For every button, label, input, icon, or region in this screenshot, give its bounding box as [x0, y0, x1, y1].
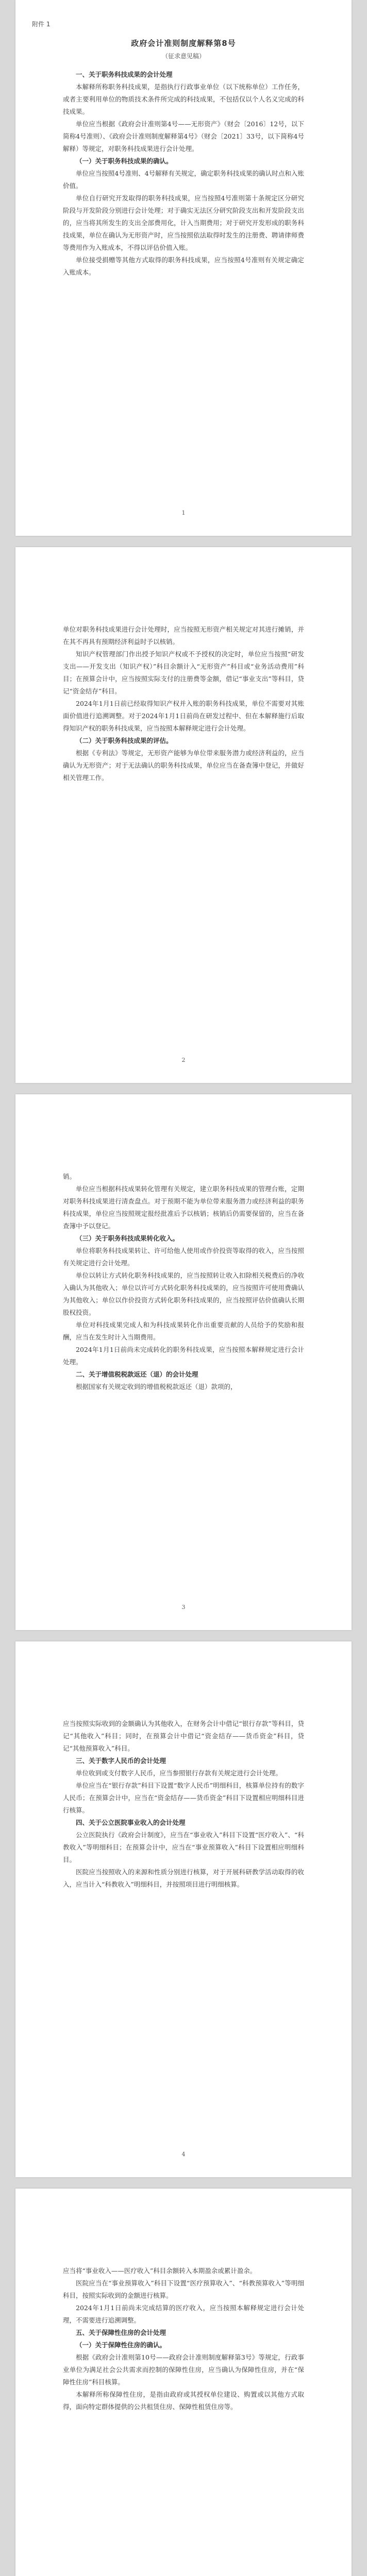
page-2-content — [63, 623, 304, 784]
page-number: 1 — [181, 510, 186, 516]
body-paragraph: 单位应当按照4号准则、4号解释有关规定，确定职务科技成果的确认时点和入账价值。 — [63, 170, 304, 190]
section-heading: 一、关于职务科技成果的会计处理 — [76, 71, 173, 78]
body-paragraph: 本解释所称保障性住房，是指由政府或其授权单位建设、购置或以其他方式取得，面向特定群体提供的公共租赁住房、保障性租赁住房等。 — [63, 2391, 304, 2411]
body-paragraph: 单位对职务科技成果进行会计处理时，应当按照无形资产相关规定对其进行摊销，并在其不再具有预期经济利益时予以核销。 — [63, 625, 304, 646]
body-paragraph: 单位对科技成果完成人和为科技成果转化作出重要贡献的人员给予的奖励和报酬，应当在发生时计入当期费用。 — [63, 1321, 304, 1341]
section-heading: 二、关于增值税税款返还（退）的会计处理 — [76, 1370, 198, 1378]
body-paragraph: 单位自行研究开发取得的职务科技成果，应当按照4号准则第十条规定区分研究阶段与开发阶段分别进行会计处理；对于确实无法区分研究阶段支出和开发阶段支出的，应当将其所发生的支出全部费用化，计入当期费用；对于研究开发形成的职务科技成果，单位在确认为无形资产时，应当按照依法取得时发生的注册费、聘请律师费等费用作为入账成本，不得以评估价值入账。 — [63, 194, 304, 251]
page-3-content — [63, 1171, 304, 1393]
body-paragraph: 单位应当根据科技成果转化管理有关规定，建立职务科技成果的管理台账，定期对职务科技成果进行清查盘点。对于预期不能为单位带来服务潜力或经济利益的职务科技成果，单位应当按照规定报经批准后予以核销；核销后仍需要保留的，应当在备查簿中予以登记。 — [63, 1185, 304, 1230]
body-paragraph: 单位收到或支付数字人民币，应当参照银行存款有关规定进行会计处理。 — [76, 1769, 282, 1777]
page-5 — [15, 2189, 352, 2576]
attachment-label: 附件 1 — [32, 21, 51, 28]
body-paragraph: 知识产权管理部门作出授予知识产权或不予授权的决定时，单位应当按照“研发支出——开发支出（知识产权）”科目余额计入“无形资产”科目或“业务活动费用”科目；在预算会计中，应当按照实际支付的注册费等金额，借记“事业支出”等科目，贷记“资金结存”科目。 — [63, 650, 304, 695]
page-number: 3 — [181, 1604, 186, 1611]
body-paragraph: 销。 — [63, 1173, 76, 1180]
body-paragraph: 2024年1月1日前尚未完成转化的职务科技成果，应当按照本解释规定进行会计处理。 — [63, 1346, 304, 1366]
body-paragraph: 医院应当按照收入的来源和性质分别进行核算，对于开展科研教学活动取得的收入，应当计入“科教收入”明细科目，并按照项目进行明细核算。 — [63, 1868, 304, 1888]
body-paragraph: 单位接受捐赠等其他方式取得的职务科技成果，应当按照4号准则有关规定确定入账成本。 — [63, 256, 304, 276]
page-number: 2 — [181, 1057, 186, 1063]
page-1 — [15, 0, 352, 536]
section-heading: （一）关于保障性住房的确认。 — [76, 2341, 166, 2349]
section-heading: 三、关于数字人民币的会计处理 — [76, 1757, 166, 1765]
section-heading: 五、关于保障性住房的会计处理 — [76, 2329, 166, 2336]
body-paragraph: 单位以转让方式转化职务科技成果的，应当按照转让收入扣除相关税费后的净收入确认为其他收入；单位以许可方式转化职务科技成果的，应当按照许可使用费确认为其他收入；单位以作价投资方式转化职务科技成果的，应当按照评估价值确认长期股权投资。 — [63, 1272, 304, 1316]
body-paragraph: 2024年1月1日前已经取得知识产权并入账的职务科技成果，单位不需要对其账面价值进行追溯调整。对于2024年1月1日前尚在研发过程中、但在本解释施行后取得知识产权的职务科技成果，应当按照本解释规定进行会计处理。 — [63, 700, 304, 732]
page-5-content — [63, 2265, 304, 2413]
body-paragraph: 单位将职务科技成果转让、许可给他人使用或作价投资等取得的收入，应当按照有关规定进行会计处理。 — [63, 1247, 304, 1267]
body-paragraph: 公立医院执行《政府会计制度》，应当在“事业收入”科目下设置“医疗收入”、“科教收入”等明细科目；在预算会计中，应当在“事业预算收入”科目下设置相应明细科目。 — [63, 1831, 304, 1863]
body-paragraph: 2024年1月1日前尚未完成结算的医疗收入，应当按照本解释规定进行会计处理，不需要进行追溯调整。 — [63, 2304, 304, 2324]
body-paragraph: 本解释所称职务科技成果，是指执行行政事业单位（以下统称单位）工作任务，或者主要利用单位的物质技术条件所完成的科技成果，不包括仅以个人名义完成的科技成果。 — [63, 83, 304, 115]
body-paragraph: 医院应当在“事业预算收入”科目下设置“医疗预算收入”、“科教预算收入”等明细科目，按照实际收到的金额进行核算。 — [63, 2279, 304, 2299]
body-paragraph: 应当按照实际收到的金额确认为其他收入，在财务会计中借记“银行存款”等科目，贷记“其他收入”科目；同时，在预算会计中借记“资金结存——货币资金”科目，贷记“其他预算收入”科目。 — [63, 1720, 304, 1752]
body-paragraph: 应当将“事业收入——医疗收入”科目余额转入本期盈余或累计盈余。 — [63, 2267, 257, 2275]
page-number: 4 — [181, 2151, 186, 2158]
page-1-content — [63, 69, 304, 279]
body-paragraph: 单位应当在“银行存款”科目下设置“数字人民币”明细科目，核算单位持有的数字人民币；在预算会计中，应当在“资金结存——货币资金”科目下设置相应明细科目进行核算。 — [63, 1782, 304, 1814]
document-subtitle: （征求意见稿） — [161, 53, 205, 60]
page-2 — [15, 547, 352, 1083]
body-paragraph: 根据《政府会计准则第10号——政府会计准则制度解释第3号》等规定，行政事业单位为满足社会公共需求而控制的保障性住房，应当确认为保障性住房，并在“保障性住房”科目核算。 — [63, 2353, 304, 2386]
page-3 — [15, 1094, 352, 1630]
section-heading: 四、关于公立医院事业收入的会计处理 — [76, 1819, 186, 1826]
section-heading: （一）关于职务科技成果的确认。 — [76, 157, 173, 165]
page-4 — [15, 1641, 352, 2177]
body-paragraph: 单位应当根据《政府会计准则第4号——无形资产》（财会〔2016〕12号，以下简称4号准则）、《政府会计准则制度解释第4号》（财会〔2021〕33号，以下简称4号解释）等规定，对职务科技成果进行会计处理。 — [63, 120, 304, 152]
body-paragraph: 根据《专利法》等规定，无形资产能够为单位带来服务潜力或经济利益的，应当确认为无形资产；对于无法确认的职务科技成果，单位应当在备查簿中登记，并做好相关管理工作。 — [63, 749, 304, 782]
section-heading: （三）关于职务科技成果转化收入。 — [76, 1234, 179, 1242]
document-title: 政府会计准则制度解释第8号 — [131, 39, 236, 48]
body-paragraph: 根据国家有关规定收到的增值税税款返还（退）款项的， — [76, 1383, 237, 1391]
section-heading: （二）关于职务科技成果的评估。 — [76, 737, 173, 744]
page-4-content — [63, 1718, 304, 1891]
